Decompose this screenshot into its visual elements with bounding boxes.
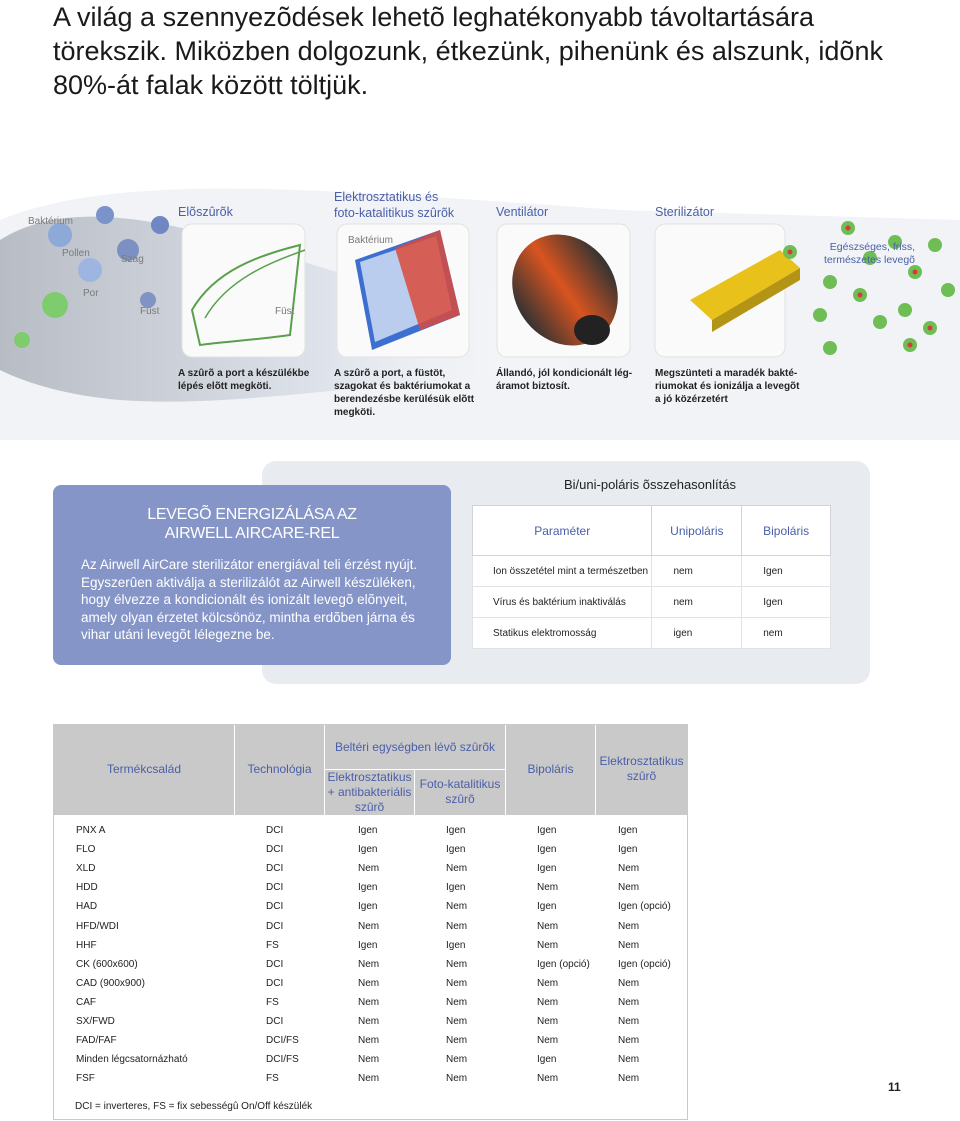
page-number: 11 [888, 1080, 901, 1094]
product-cell-bipolar: Nem [537, 1035, 559, 1047]
product-cell-electro-anti: Igen [358, 882, 378, 894]
product-cell-bipolar: Nem [537, 977, 559, 989]
particle-label-smoke-2: Füst [275, 306, 295, 317]
product-cell-tech: DCI [266, 863, 284, 875]
comparison-row [473, 618, 831, 649]
product-cell-photo: Igen [446, 825, 466, 836]
product-cell-tech: DCI/FS [266, 1054, 299, 1066]
comparison-param: Vírus és baktérium inaktiválás [473, 587, 652, 618]
product-cell-electro: Nem [618, 939, 640, 951]
header-photo: Foto-katalitikus szûrõ [419, 777, 501, 806]
product-cell-electro: Nem [618, 920, 640, 932]
comparison-param: Statikus elektromosság [473, 618, 652, 649]
product-cell-family: HAD [76, 901, 98, 913]
product-row [54, 917, 687, 936]
product-cell-bipolar: Nem [537, 939, 559, 951]
product-cell-photo: Nem [446, 996, 468, 1008]
product-cell-photo: Nem [446, 901, 468, 913]
product-cell-electro: Nem [618, 1054, 640, 1066]
product-row [54, 840, 687, 859]
product-cell-bipolar: Nem [537, 1016, 559, 1027]
product-filter-table [53, 724, 688, 1120]
product-cell-electro: Igen (opció) [618, 958, 671, 970]
product-cell-tech: DCI [266, 901, 284, 913]
caption-electrostatic: A szûrõ a port, a füstöt, szagokat és baktériumokat a berendezésbe kerülésük elõtt megköti. [334, 368, 475, 418]
product-cell-family: HDD [76, 882, 98, 894]
product-cell-family: CAF [76, 996, 96, 1008]
product-cell-bipolar: Igen [537, 863, 557, 875]
info-box [53, 485, 451, 665]
product-cell-electro: Nem [618, 996, 640, 1008]
product-cell-tech: FS [266, 1073, 279, 1085]
stage-fan: Ventilátor [496, 205, 549, 219]
caption-prefilter: A szûrõ a port a készülékbe lépés elõtt megköti. [178, 368, 310, 392]
product-cell-photo: Nem [446, 920, 468, 932]
product-cell-electro-anti: Nem [358, 920, 380, 932]
diagram-illustration [0, 150, 960, 440]
header-electro: Elektrosztatikus szûrõ [599, 754, 684, 783]
product-cell-family: HFD/WDI [76, 920, 119, 932]
particle-label-odor: Szag [121, 254, 144, 265]
comparison-unipolar-value: nem [652, 556, 742, 587]
caption-sterilizer: Megszünteti a maradék bakté-riumokat és ionizálja a levegõt a jó közérzetért [655, 368, 800, 405]
product-row [54, 1069, 687, 1088]
intro-text: A világ a szennyezõdések lehetõ leghatékonyabb távoltartására törekszik. Miközben dolgozunk, étkezünk, pihenünk és alszunk, idõnk 80%-át falak között töltjük. [53, 2, 883, 100]
clean-air-label: Egészséges, friss, természetes levegõ [823, 241, 915, 266]
product-cell-electro: Igen [618, 825, 638, 836]
product-cell-tech: DCI [266, 825, 284, 836]
header-tech: Technológia [247, 762, 312, 776]
info-box-body: Az Airwell AirCare sterilizátor energiával teli érzést nyújt. Egyszerûen aktiválja a sterilizálót az Airwell készüléken, hogy élvezze a kondicionált és ionizált levegõ elõnyeit, amely olyan érzetet kölcsönöz, mintha erdõben járna és vihar utáni levegõt lélegezne be. [81, 557, 418, 642]
product-cell-tech: DCI [266, 920, 284, 932]
product-cell-family: CK (600x600) [76, 958, 138, 970]
product-cell-electro: Nem [618, 1035, 640, 1047]
comparison-bipolar-value: nem [742, 618, 831, 649]
product-cell-bipolar: Igen (opció) [537, 958, 590, 970]
header-family: Termékcsalád [106, 762, 182, 776]
product-cell-electro-anti: Nem [358, 1016, 380, 1027]
stage-sterilizer: Sterilizátor [655, 205, 715, 219]
product-cell-tech: DCI [266, 977, 284, 989]
stage-prefilter: Elõszûrõk [178, 205, 233, 219]
product-cell-electro-anti: Nem [358, 977, 380, 989]
comparison-title: Bi/uni-poláris õsszehasonlítás [564, 477, 736, 492]
product-cell-bipolar: Nem [537, 920, 559, 932]
product-cell-tech: DCI [266, 844, 284, 856]
comparison-header-row [473, 506, 831, 556]
product-cell-photo: Nem [446, 863, 468, 875]
product-cell-family: SX/FWD [76, 1016, 115, 1027]
product-row [54, 1012, 687, 1031]
comparison-unipolar-value: nem [652, 587, 742, 618]
product-cell-electro: Igen [618, 844, 638, 856]
product-cell-electro: Nem [618, 863, 640, 875]
product-row [54, 936, 687, 955]
product-cell-tech: DCI [266, 1016, 284, 1027]
header-bipolar: Bipoláris [527, 762, 574, 776]
comparison-bipolar-value: Igen [742, 587, 831, 618]
product-row [54, 974, 687, 993]
product-cell-photo: Igen [446, 844, 466, 856]
product-row [54, 1031, 687, 1050]
particle-label-bacteria-2: Baktérium [348, 235, 394, 246]
product-cell-family: FSF [76, 1073, 95, 1085]
product-cell-tech: FS [266, 996, 279, 1008]
product-cell-bipolar: Igen [537, 844, 557, 856]
comparison-param: Ion összetétel mint a természetben [473, 556, 652, 587]
header-bipolar: Bipoláris [742, 506, 831, 556]
product-cell-electro: Nem [618, 977, 640, 989]
header-electro-anti: Elektrosztatikus + antibakteriális szûrõ [327, 770, 412, 814]
product-cell-bipolar: Nem [537, 882, 559, 894]
product-cell-family: XLD [76, 863, 96, 875]
table-footnote: DCI = inverteres, FS = fix sebességû On/Off készülék [75, 1101, 313, 1112]
product-cell-bipolar: Igen [537, 825, 557, 836]
product-cell-family: FLO [76, 844, 96, 856]
product-cell-bipolar: Nem [537, 1073, 559, 1085]
product-row [54, 859, 687, 878]
product-cell-electro-anti: Igen [358, 901, 378, 913]
product-cell-tech: DCI [266, 882, 284, 894]
product-cell-family: HHF [76, 939, 97, 951]
product-cell-bipolar: Igen [537, 901, 557, 913]
product-cell-electro-anti: Nem [358, 863, 380, 875]
polarity-comparison-table [472, 505, 831, 649]
header-indoor: Beltéri egységben lévõ szûrõk [334, 740, 496, 754]
stage-electrostatic: Elektrosztatikus és foto-katalitikus szûrõk [334, 190, 455, 220]
info-box-title [53, 505, 451, 543]
product-row [54, 897, 687, 916]
product-cell-family: Minden légcsatornázható [76, 1054, 188, 1066]
comparison-row [473, 556, 831, 587]
product-cell-tech: FS [266, 939, 279, 951]
particle-label-bacteria: Baktérium [28, 216, 74, 227]
product-cell-photo: Nem [446, 958, 468, 970]
product-row [54, 955, 687, 974]
product-cell-photo: Nem [446, 1035, 468, 1047]
product-cell-tech: DCI/FS [266, 1035, 299, 1047]
product-cell-photo: Nem [446, 1073, 468, 1085]
product-cell-electro-anti: Igen [358, 825, 378, 836]
product-cell-electro-anti: Igen [358, 939, 378, 951]
product-cell-family: FAD/FAF [76, 1035, 117, 1047]
comparison-row [473, 587, 831, 618]
comparison-unipolar-value: igen [652, 618, 742, 649]
product-row [54, 821, 687, 840]
product-cell-photo: Nem [446, 977, 468, 989]
product-cell-electro-anti: Nem [358, 958, 380, 970]
header-unipolar: Unipoláris [652, 506, 742, 556]
product-cell-tech: DCI [266, 958, 284, 970]
comparison-bipolar-value: Igen [742, 556, 831, 587]
product-cell-photo: Igen [446, 882, 466, 894]
product-cell-photo: Nem [446, 1016, 468, 1027]
product-cell-bipolar: Igen [537, 1054, 557, 1066]
filtration-diagram [0, 150, 960, 440]
product-cell-bipolar: Nem [537, 996, 559, 1008]
product-cell-electro-anti: Nem [358, 1073, 380, 1085]
product-row [54, 1050, 687, 1069]
particle-label-dust: Por [83, 288, 99, 299]
particle-label-smoke: Füst [140, 306, 160, 317]
product-cell-photo: Igen [446, 939, 466, 951]
product-cell-electro: Nem [618, 1073, 640, 1085]
caption-fan: Állandó, jól kondicionált lég-áramot biztosít. [496, 368, 633, 392]
info-box-title-text: LEVEGÕ ENERGIZÁLÁSA AZ AIRWELL AIRCARE-REL [147, 506, 357, 542]
header-parameter: Paraméter [473, 506, 652, 556]
particle-label-pollen: Pollen [62, 248, 90, 259]
product-cell-photo: Nem [446, 1054, 468, 1066]
product-cell-electro-anti: Igen [358, 844, 378, 856]
product-cell-family: PNX A [76, 825, 106, 836]
product-cell-electro: Nem [618, 1016, 640, 1027]
product-cell-electro: Nem [618, 882, 640, 894]
product-cell-family: CAD (900x900) [76, 977, 145, 989]
product-cell-electro-anti: Nem [358, 1035, 380, 1047]
product-row [54, 993, 687, 1012]
product-cell-electro-anti: Nem [358, 1054, 380, 1066]
product-cell-electro: Igen (opció) [618, 901, 671, 913]
product-row [54, 878, 687, 897]
product-cell-electro-anti: Nem [358, 996, 380, 1008]
